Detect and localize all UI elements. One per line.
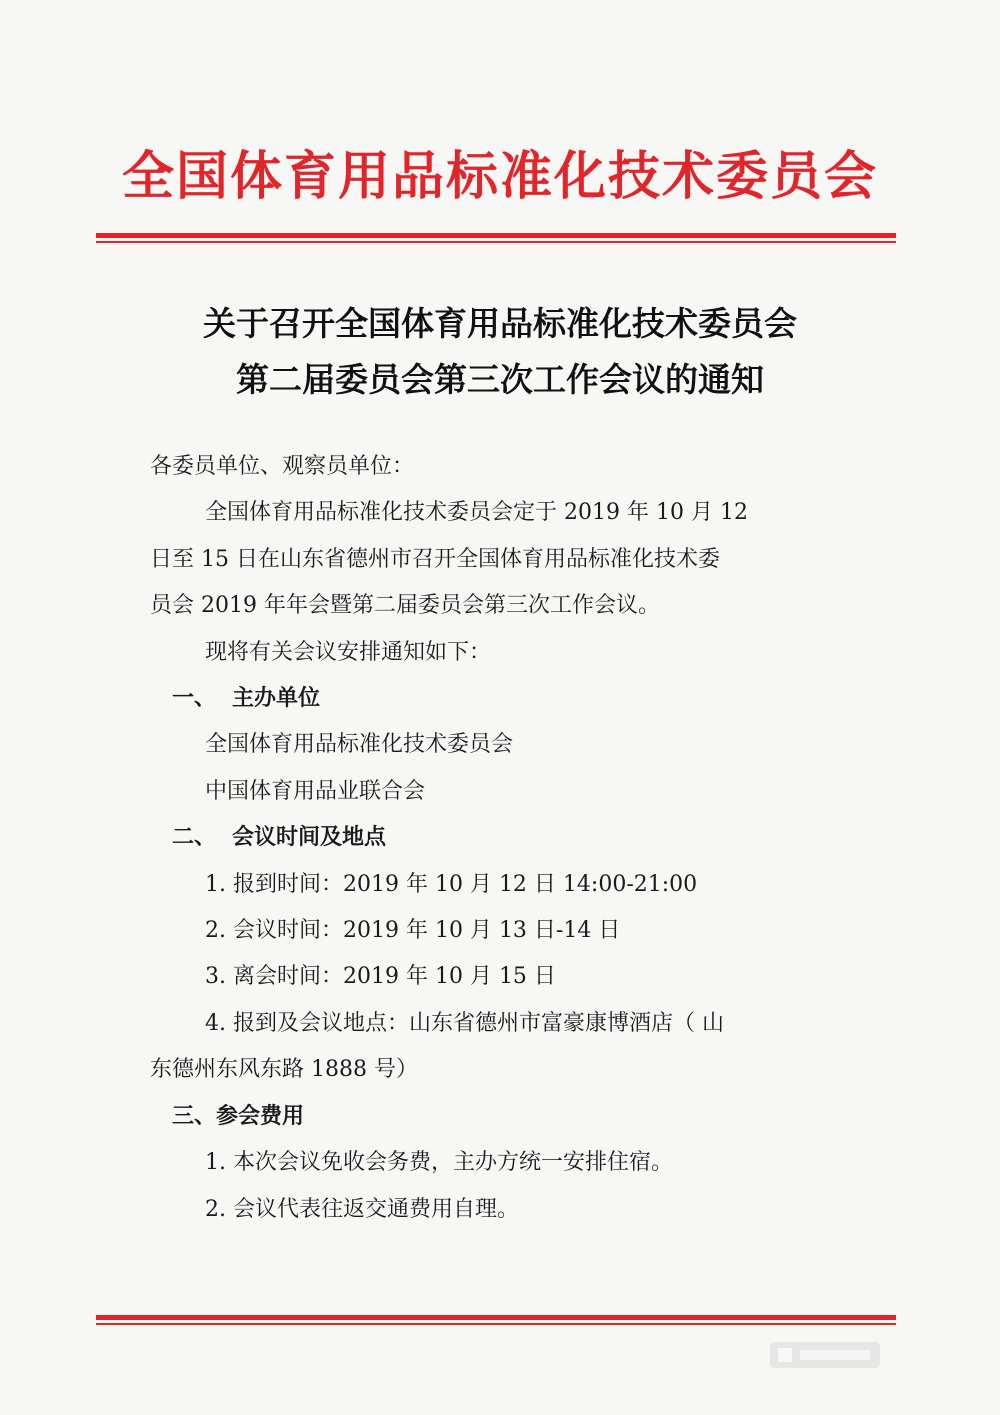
footer-divider-thick-line xyxy=(96,1315,896,1320)
intro-line-2: 日至 15 日在山东省德州市召开全国体育用品标准化技术委 xyxy=(150,546,720,572)
section-2-item-1: 1. 报到时间：2019 年 10 月 12 日 14:00-21:00 xyxy=(205,871,698,897)
document-title xyxy=(110,296,890,408)
intro-line-3: 员会 2019 年年会暨第二届委员会第三次工作会议。 xyxy=(150,593,660,619)
section-2-heading xyxy=(150,815,855,861)
section-1-heading xyxy=(150,676,855,722)
footer-divider-thin-line xyxy=(96,1323,896,1325)
intro-line-1: 全国体育用品标准化技术委员会定于 2019 年 10 月 12 xyxy=(205,500,748,526)
section-1-title: 主办单位 xyxy=(232,686,321,712)
letterhead-divider xyxy=(96,233,896,243)
footer-divider xyxy=(96,1315,896,1325)
section-3-item-2: 2. 会议代表往返交通费用自理。 xyxy=(205,1196,519,1222)
section-1-number: 一、 xyxy=(172,686,217,712)
salutation: 各委员单位、观察员单位： xyxy=(150,454,415,479)
divider-thin-line xyxy=(96,241,896,243)
letterhead-title: 全国体育用品标准化技术委员会 xyxy=(121,147,878,207)
section-1-item-1: 全国体育用品标准化技术委员会 xyxy=(205,732,514,758)
divider-thick-line xyxy=(96,233,896,238)
section-1-item-2: 中国体育用品业联合会 xyxy=(205,778,426,804)
section-3-heading: 三、参会费用 xyxy=(172,1103,305,1129)
title-line-1: 关于召开全国体育用品标准化技术委员会 xyxy=(203,304,797,343)
notice-line: 现将有关会议安排通知如下： xyxy=(205,639,492,665)
section-2-item-4-continuation: 东德州东风东路 1888 号） xyxy=(150,1057,418,1083)
section-2-item-2: 2. 会议时间：2019 年 10 月 13 日-14 日 xyxy=(205,918,621,944)
watermark-logo xyxy=(770,1340,880,1370)
section-2-title: 会议时间及地点 xyxy=(232,825,387,851)
section-2-item-4: 4. 报到及会议地点：山东省德州市富豪康博酒店（ 山 xyxy=(205,1010,724,1036)
title-line-2: 第二届委员会第三次工作会议的通知 xyxy=(236,360,764,399)
section-2-item-3: 3. 离会时间：2019 年 10 月 15 日 xyxy=(205,964,556,990)
document-body xyxy=(150,444,855,1233)
section-2-number: 二、 xyxy=(172,825,217,851)
section-3-item-1: 1. 本次会议免收会务费，主办方统一安排住宿。 xyxy=(205,1150,673,1176)
